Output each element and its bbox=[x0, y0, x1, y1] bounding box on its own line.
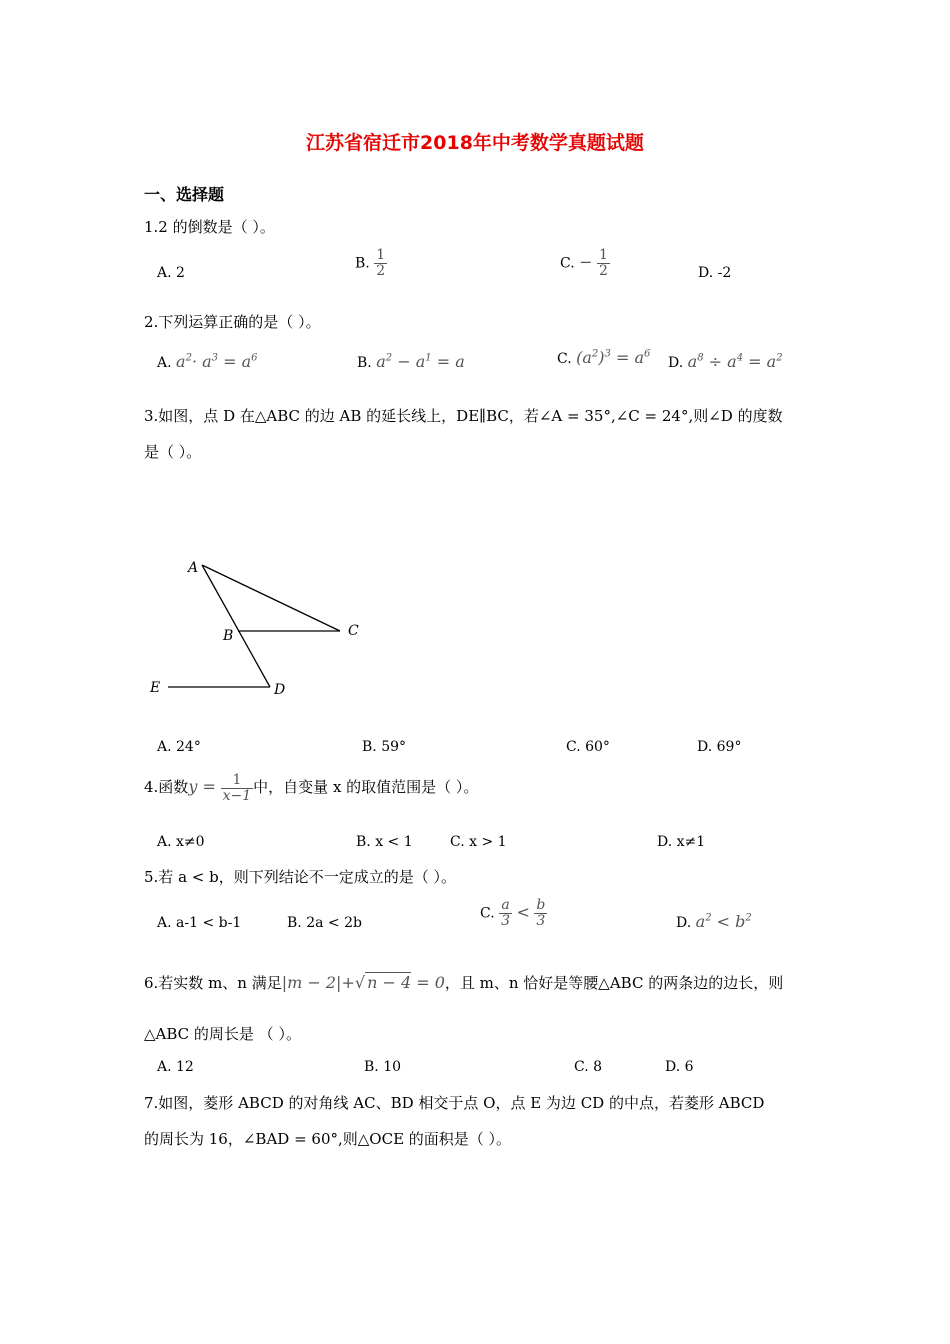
q4-option-b: B. x < 1 bbox=[356, 834, 413, 850]
question-2-stem: 2.下列运算正确的是（ ）。 bbox=[144, 313, 321, 331]
q6-option-c: C. 8 bbox=[574, 1059, 603, 1075]
question-1-stem: 1.2 的倒数是（ ）。 bbox=[144, 218, 275, 236]
q1-option-c-numerator: 1 bbox=[598, 247, 608, 263]
q1-option-b-fraction bbox=[374, 248, 387, 279]
label-b: B bbox=[223, 628, 234, 644]
q4-option-d: D. x≠1 bbox=[657, 834, 706, 850]
q2-a-exp-3: 6 bbox=[251, 352, 258, 364]
q1-option-b-denominator: 2 bbox=[376, 263, 386, 279]
q2-a-part-3: = a bbox=[218, 352, 252, 371]
q4-function-lhs: y = bbox=[188, 777, 216, 796]
q2-a-part-2: · a bbox=[191, 352, 212, 371]
q5-option-c-label: C. bbox=[480, 905, 495, 922]
q2-option-d bbox=[668, 352, 783, 371]
page-title: 江苏省宿迁市2018年中考数学真题试题 bbox=[306, 132, 644, 154]
q1-option-b bbox=[355, 248, 387, 279]
q2-option-b-label: B. bbox=[357, 355, 372, 371]
section-heading: 一、选择题 bbox=[144, 185, 225, 204]
q2-c-exp-3: 6 bbox=[644, 348, 651, 360]
q2-c-part-1: (a bbox=[576, 348, 592, 367]
q3-option-b: B. 59° bbox=[362, 739, 407, 755]
q6-option-a: A. 12 bbox=[157, 1059, 194, 1075]
label-d: D bbox=[274, 682, 286, 698]
q4-function-denominator: x−1 bbox=[222, 787, 252, 804]
q5-option-d-expression bbox=[696, 912, 752, 931]
q2-d-part-1: a bbox=[687, 352, 698, 371]
q6-abs-term: |m − 2| bbox=[281, 973, 342, 992]
q5-option-c-fraction-b bbox=[534, 898, 547, 929]
q1-option-c-denominator: 2 bbox=[598, 263, 608, 279]
q1-option-d: D. -2 bbox=[698, 265, 732, 281]
question-3-stem-line-2: 是（ ）。 bbox=[144, 443, 202, 461]
q2-d-exp-2: 4 bbox=[736, 352, 744, 364]
q2-option-c bbox=[557, 348, 650, 367]
q5-option-a: A. a-1 < b-1 bbox=[157, 915, 242, 931]
q2-d-part-2: ÷ a bbox=[703, 352, 737, 371]
q6-equation: |m − 2|+√ n − 4 = 0 bbox=[281, 973, 445, 992]
q5-option-c bbox=[480, 898, 547, 929]
q6-stem-prefix: 6.若实数 m、n 满足 bbox=[144, 974, 282, 992]
question-4-stem bbox=[144, 770, 478, 804]
q6-stem-suffix: ，且 m、n 恰好是等腰△ABC 的两条边的边长，则 bbox=[444, 974, 784, 992]
line-ac bbox=[202, 565, 340, 631]
q5-option-d-label: D. bbox=[676, 915, 692, 931]
q3-option-a: A. 24° bbox=[157, 739, 201, 755]
q6-option-d: D. 6 bbox=[665, 1059, 694, 1075]
q6-equals-zero: = 0 bbox=[411, 973, 445, 992]
q5-d-exp-1: 2 bbox=[705, 912, 712, 924]
q6-sqrt-term: n − 4 bbox=[367, 973, 412, 992]
q2-a-exp-1: 2 bbox=[185, 352, 192, 364]
question-6-stem-line-2: △ABC 的周长是 （ ）。 bbox=[144, 1025, 301, 1043]
q5-option-c-fraction-a bbox=[499, 898, 512, 929]
q2-option-b bbox=[357, 352, 465, 371]
q2-d-exp-3: 2 bbox=[776, 352, 783, 364]
q2-option-c-expression bbox=[576, 348, 650, 367]
q1-option-b-numerator: 1 bbox=[376, 247, 386, 263]
q5-option-d bbox=[676, 912, 752, 931]
q2-b-part-3: = a bbox=[431, 352, 465, 371]
q6-plus: + bbox=[341, 973, 355, 992]
q2-a-exp-2: 3 bbox=[211, 352, 219, 364]
question-7-stem-line-2: 的周长为 16，∠BAD = 60°,则△OCE 的面积是（ ）。 bbox=[144, 1130, 512, 1148]
q5-option-b: B. 2a < 2b bbox=[287, 915, 362, 931]
q2-d-part-3: = a bbox=[743, 352, 777, 371]
q2-option-a bbox=[157, 352, 258, 371]
line-ad bbox=[202, 565, 270, 687]
q5-d-part-1: a bbox=[695, 912, 706, 931]
q2-option-c-label: C. bbox=[557, 351, 572, 367]
q2-c-exp-1: 2 bbox=[591, 348, 599, 360]
q1-option-c bbox=[560, 248, 610, 279]
q4-function-fraction bbox=[221, 773, 254, 804]
q5-c-numerator-b: b bbox=[536, 897, 546, 913]
q1-option-c-fraction bbox=[597, 248, 610, 279]
q2-a-part-1: a bbox=[176, 352, 186, 371]
q2-c-part-3: = a bbox=[610, 348, 645, 367]
q2-option-d-label: D. bbox=[668, 355, 684, 371]
label-a: A bbox=[188, 560, 199, 576]
q4-option-c: C. x > 1 bbox=[450, 834, 507, 850]
q4-stem-prefix: 4.函数 bbox=[144, 778, 189, 796]
q5-d-exp-2: 2 bbox=[745, 912, 752, 924]
q2-option-d-expression bbox=[688, 352, 783, 371]
q1-option-b-label: B. bbox=[355, 255, 370, 272]
q3-option-d: D. 69° bbox=[697, 739, 742, 755]
question-6-stem bbox=[144, 966, 783, 1000]
q2-option-b-expression bbox=[376, 352, 465, 371]
q2-option-a-expression bbox=[176, 352, 258, 371]
q5-c-numerator-a: a bbox=[499, 898, 512, 914]
q4-option-a: A. x≠0 bbox=[157, 834, 205, 850]
q6-option-b: B. 10 bbox=[364, 1059, 402, 1075]
q5-c-denominator-a: 3 bbox=[501, 913, 511, 929]
q2-d-exp-1: 8 bbox=[697, 352, 704, 364]
q3-triangle-figure bbox=[140, 550, 380, 710]
question-7-stem-line-1: 7.如图，菱形 ABCD 的对角线 AC、BD 相交于点 O，点 E 为边 CD 的中点，若菱形 ABCD bbox=[144, 1094, 765, 1112]
label-e: E bbox=[150, 680, 161, 696]
q2-c-exp-2: 3 bbox=[604, 348, 611, 360]
q5-c-denominator-b: 3 bbox=[536, 913, 546, 929]
q2-b-exp-2: 1 bbox=[425, 352, 432, 364]
q5-d-part-2: < b bbox=[711, 912, 746, 931]
q2-b-part-2: − a bbox=[392, 352, 426, 371]
q5-c-less-than: < bbox=[516, 902, 530, 922]
q4-function-numerator: 1 bbox=[221, 773, 254, 789]
q1-option-a: A. 2 bbox=[157, 265, 185, 281]
label-c: C bbox=[348, 623, 359, 639]
q1-option-c-sign: − bbox=[579, 252, 593, 272]
q1-option-c-label: C. bbox=[560, 255, 575, 272]
question-3-stem-line-1: 3.如图，点 D 在△ABC 的边 AB 的延长线上，DE∥BC，若∠A = 35°,∠C = 24°,则∠D 的度数 bbox=[144, 407, 783, 425]
q3-option-c: C. 60° bbox=[566, 739, 610, 755]
q2-b-part-1: a bbox=[376, 352, 386, 371]
q2-c-part-2: ) bbox=[598, 348, 605, 367]
q2-option-a-label: A. bbox=[157, 355, 172, 371]
q2-b-exp-1: 2 bbox=[385, 352, 393, 364]
question-5-stem: 5.若 a < b，则下列结论不一定成立的是（ ）。 bbox=[144, 868, 456, 886]
q4-stem-suffix: 中，自变量 x 的取值范围是（ ）。 bbox=[253, 778, 479, 796]
